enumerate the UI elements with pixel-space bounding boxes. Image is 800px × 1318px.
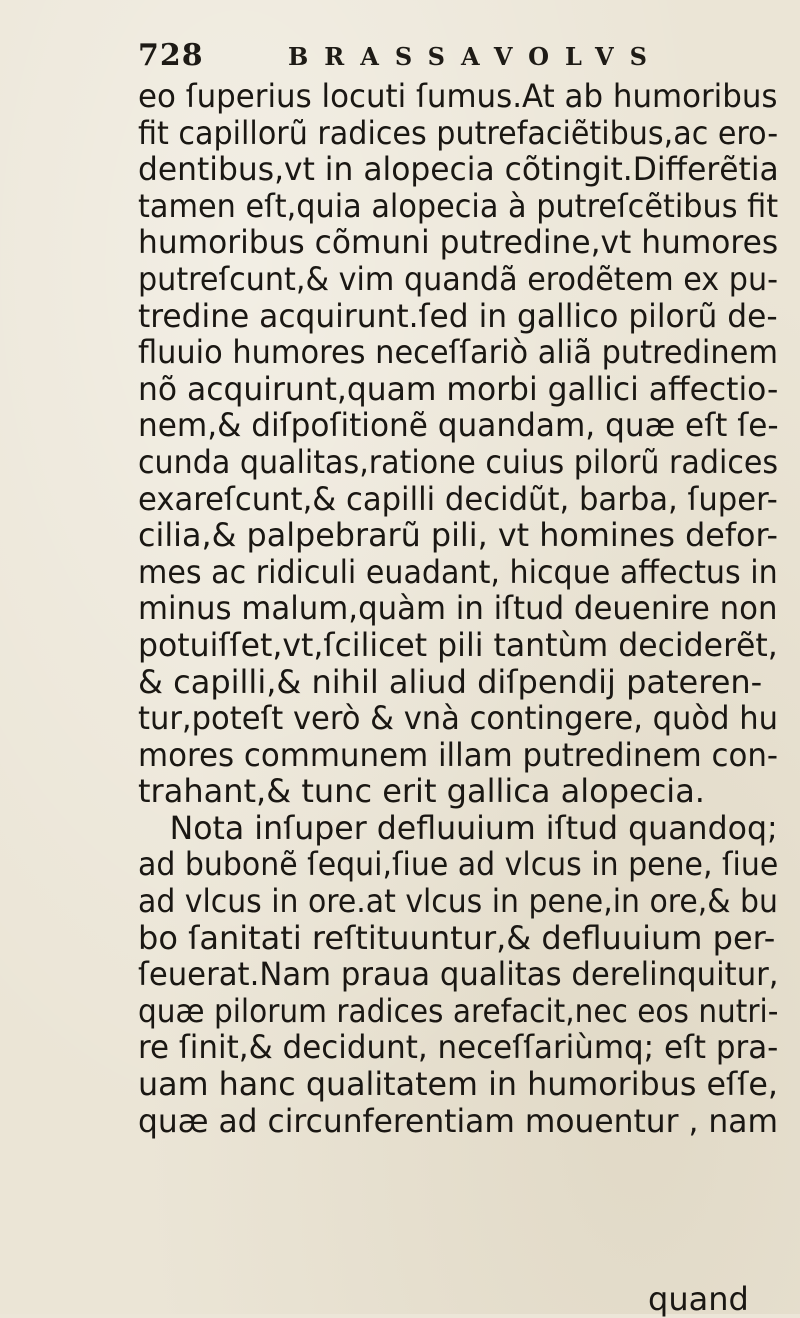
catchword: quand xyxy=(648,1280,749,1318)
text-line: dentibus,vt in alopecia cõtingit.Differẽtia xyxy=(138,150,779,189)
text-line: ſeuerat.Nam praua qualitas derelinquitur, xyxy=(138,955,779,994)
text-line: quæ ad circunferentiam mouentur , nam xyxy=(138,1101,778,1140)
text-line: trahant,& tunc erit gallica alopecia. xyxy=(138,772,705,811)
text-line: quæ pilorum radices arefacit,nec eos nutri- xyxy=(138,991,779,1030)
text-line: potuiſſet,vt,ſcilicet pili tantùm deciderẽt, xyxy=(138,625,778,664)
text-line: cilia,& palpebrarũ pili, vt homines defor- xyxy=(138,516,779,555)
text-line: ad bubonẽ ſequi,ſiue ad vlcus in pene, ſiue xyxy=(138,845,779,884)
text-line: uam hanc qualitatem in humoribus eſſe, xyxy=(138,1065,778,1104)
text-line: tur,poteſt verò & vnà contingere, quòd hu xyxy=(138,699,778,738)
text-line: putreſcunt,& vim quandã erodẽtem ex pu- xyxy=(138,259,779,298)
text-line: nõ acquirunt,quam morbi gallici affectio- xyxy=(138,369,779,408)
body-text xyxy=(138,78,778,1139)
text-line: humoribus cõmuni putredine,vt humores xyxy=(138,223,779,262)
running-head: BRASSAVOLVS xyxy=(288,42,663,71)
text-line: bo ſanitati reſtituuntur,& defluuium per- xyxy=(138,918,776,957)
text-line: cunda qualitas,ratione cuius pilorũ radices xyxy=(138,442,779,481)
page-header xyxy=(138,38,698,78)
text-line: fit capillorũ radices putrefaciẽtibus,ac ero- xyxy=(138,113,779,152)
text-line: nem,& diſpoſitionẽ quandam, quæ eſt ſe- xyxy=(138,406,779,445)
text-line: mores communem illam putredinem con- xyxy=(138,735,779,774)
text-line: ad vlcus in ore.at vlcus in pene,in ore,& bu xyxy=(138,882,778,921)
text-line: minus malum,quàm in iſtud deuenire non xyxy=(138,589,778,628)
text-line: exareſcunt,& capilli decidũt, barba, ſuper- xyxy=(138,479,778,518)
text-line: re ſinit,& decidunt, neceſſariùmq; eſt pra- xyxy=(138,1028,779,1067)
text-line: tredine acquirunt.ſed in gallico pilorũ de- xyxy=(138,296,778,335)
text-line: mes ac ridiculi euadant, hicque affectus in xyxy=(138,552,778,591)
text-line: & capilli,& nihil aliud diſpendij pateren- xyxy=(138,662,763,701)
text-line: tamen eſt,quia alopecia à putreſcẽtibus fit xyxy=(138,186,779,225)
text-line: Nota inſuper defluuium iſtud quandoq; xyxy=(169,808,778,847)
page-number: 728 xyxy=(138,38,204,73)
text-line: fluuio humores neceſſariò aliã putredinem xyxy=(138,333,778,372)
text-line: eo ſuperius locuti ſumus.At ab humoribus xyxy=(138,77,778,115)
